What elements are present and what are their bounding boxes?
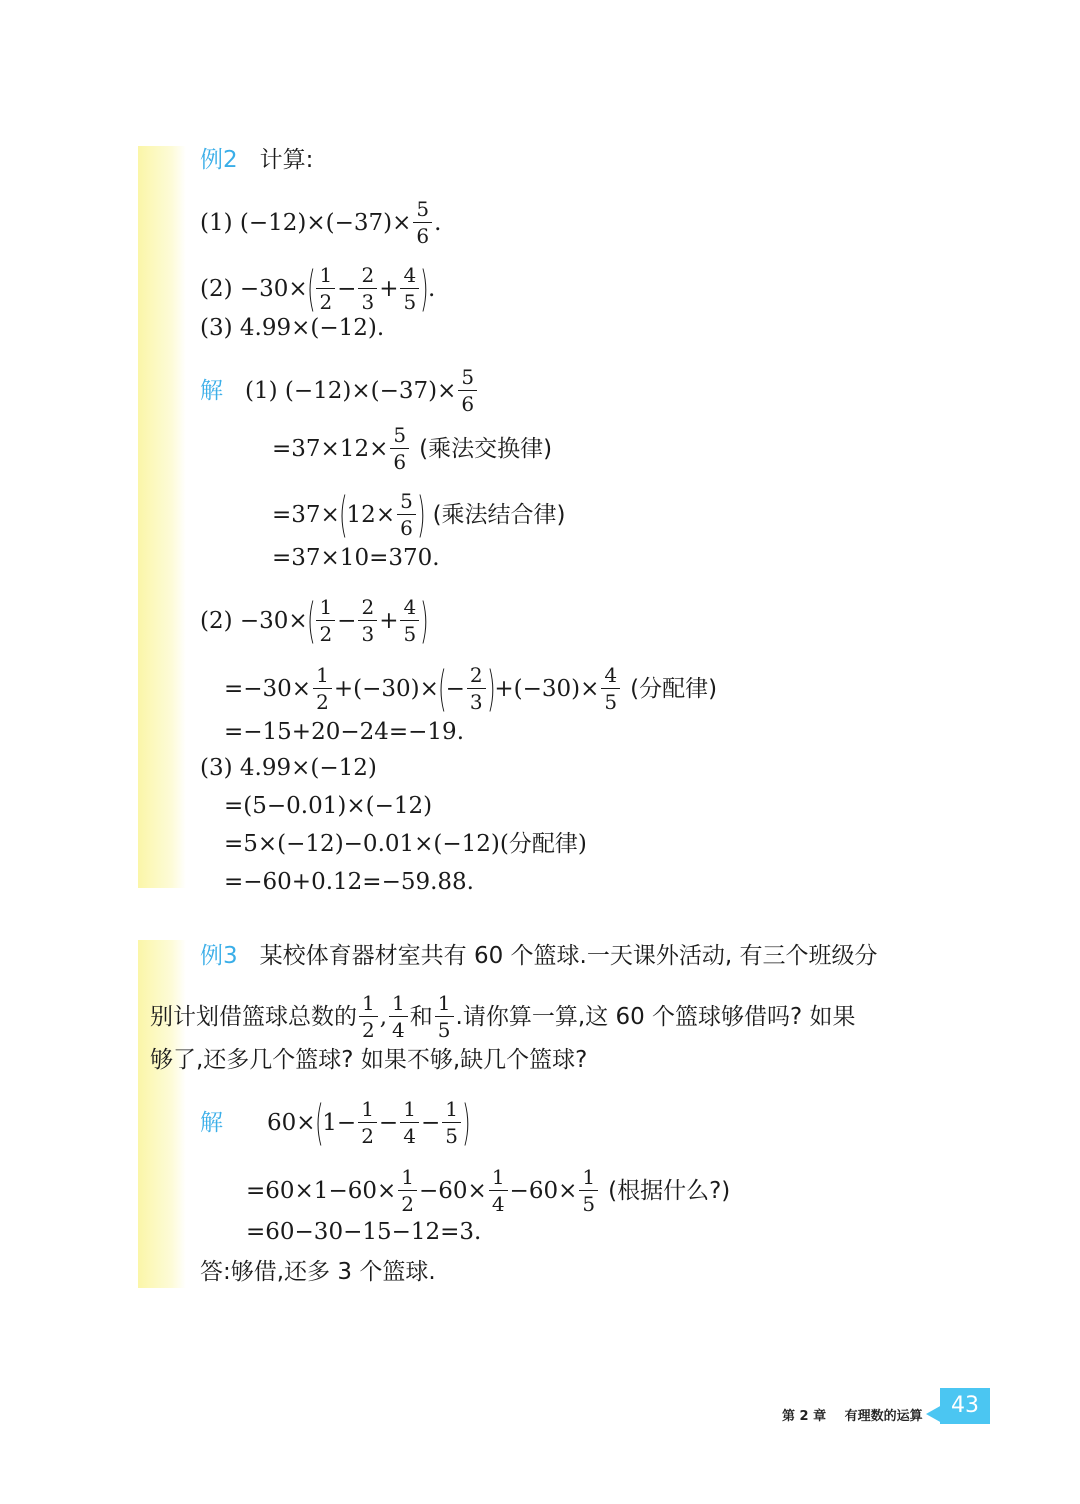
fraction: 2 3 <box>358 262 377 315</box>
ex2-sol-2a: (2) −30× ( 1 2 − 2 3 + 4 5 ) <box>200 592 429 649</box>
s1b-text: =37×12× <box>272 435 389 462</box>
q1-text: (1) (−12)×(−37)× <box>200 209 412 236</box>
ex2-sol-2b: =−30× $\frac{1}{2}$ +(−30)× ( − 2 3 ) +(−30)× $\frac{4}{5}$ (分配律) <box>224 660 718 717</box>
s1c-text: =37× <box>272 501 340 528</box>
fraction: $\frac{1}{2}$ <box>398 1164 417 1217</box>
ex2-sol-3b: =(5−0.01)×(−12) <box>224 793 433 819</box>
fraction: $\frac{4}{5}$ <box>601 662 620 715</box>
law-note: (乘法交换律) <box>419 435 553 462</box>
fraction: $\frac{5}{6}$ <box>413 196 432 249</box>
highlight-bar-ex2 <box>138 146 186 888</box>
fraction: 1 2 <box>316 594 335 647</box>
s2b-part2: +(−30)× <box>333 675 439 702</box>
ex3-answer: 答:够借,还多 3 个篮球. <box>200 1259 436 1285</box>
fraction: $\frac{1}{2}$ <box>313 662 332 715</box>
chapter-title: 有理数的运算 <box>844 1409 923 1424</box>
ex3-sol-2: =60×1−60× $\frac{1}{2}$ −60× 1 4 −60× 1 5 (根据什么?) <box>246 1165 731 1216</box>
ex2-title: 计算: <box>259 147 314 173</box>
solution-label: 解 <box>200 1109 223 1136</box>
ex3-text-2b: .请你算一算,这 60 个篮球够借吗? 如果 <box>455 1003 856 1030</box>
ex2-heading <box>200 144 313 176</box>
ex3-s2-text: =60×1−60× <box>246 1177 397 1204</box>
fraction: 1 5 <box>579 1164 598 1217</box>
solution-label: 解 <box>200 377 223 404</box>
fraction: $\frac{5}{6}$ <box>390 422 409 475</box>
fraction: 2 3 <box>467 662 486 715</box>
fraction: 1 4 <box>400 1096 419 1149</box>
reason-note: (根据什么?) <box>608 1177 731 1204</box>
law-note: (乘法结合律) <box>432 501 566 528</box>
fraction: 1 2 <box>358 1096 377 1149</box>
ex2-q2: (2) −30× ( 1 2 − 2 3 + 4 5 ) . <box>200 260 436 317</box>
ex3-label: 例3 <box>200 943 238 969</box>
fraction: 1 2 <box>316 262 335 315</box>
fraction: 4 5 <box>400 594 419 647</box>
fraction: 1 2 <box>359 990 378 1043</box>
ex3-line3 <box>150 1044 587 1076</box>
s2b-part3: +(−30)× <box>494 675 600 702</box>
ex2-sol-2c: =−15+20−24=−19. <box>224 719 465 745</box>
fraction: $\frac{5}{6}$ <box>458 364 477 417</box>
law-note: (分配律) <box>630 675 718 702</box>
ex2-sol-1a <box>200 364 479 417</box>
ex2-label: 例2 <box>200 147 238 173</box>
fraction: $\frac{5}{6}$ <box>397 488 416 541</box>
fraction: 1 5 <box>442 1096 461 1149</box>
ex3-s1-text: 60× <box>267 1109 316 1136</box>
page-number: 43 <box>940 1388 990 1424</box>
ex3-sol-1: 解 60× ( 1− 1 2 − 1 4 − 1 5 ) <box>200 1094 471 1151</box>
ex2-q3: (3) 4.99×(−12). <box>200 315 385 341</box>
ex3-text-1: 某校体育器材室共有 60 个篮球.一天课外活动, 有三个班级分 <box>259 943 878 969</box>
ex3-sol-3: =60−30−15−12=3. <box>246 1219 482 1245</box>
ex2-sol-3d: =−60+0.12=−59.88. <box>224 869 474 895</box>
ex2-sol-1d: =37×10=370. <box>272 545 440 571</box>
fraction: 1 4 <box>489 1164 508 1217</box>
ex2-sol-3c: =5×(−12)−0.01×(−12)(分配律) <box>224 831 587 857</box>
ex3-line2: 别计划借篮球总数的 1 2 , 1 4 和 1 5 .请你算一算,这 60 个篮球够借吗? 如果 <box>150 991 856 1042</box>
s1c-inner: 12× <box>346 501 396 528</box>
s2a-text: (2) −30× <box>200 607 308 634</box>
ex2-sol-1b <box>272 422 552 475</box>
s1a-text: (1) (−12)×(−37)× <box>245 377 457 404</box>
fraction: 1 5 <box>435 990 454 1043</box>
ex3-text-3: 够了,还多几个篮球? 如果不够,缺几个篮球? <box>150 1047 588 1073</box>
ex3-line1 <box>200 940 877 972</box>
s2b-part1: =−30× <box>224 675 312 702</box>
chapter-number: 第 2 章 <box>782 1409 827 1424</box>
footer-chapter <box>782 1405 923 1424</box>
q2-text: (2) −30× <box>200 275 308 302</box>
ex2-sol-1c: =37× ( 12× $\frac{5}{6}$ ) (乘法结合律) <box>272 486 566 543</box>
ex2-sol-3a: (3) 4.99×(−12) <box>200 755 377 781</box>
fraction: 1 4 <box>389 990 408 1043</box>
ex2-q1: (1) (−12)×(−37)× $\frac{5}{6}$ . <box>200 197 442 248</box>
ex3-text-2a: 别计划借篮球总数的 <box>150 1003 357 1030</box>
fraction: 2 3 <box>358 594 377 647</box>
fraction: 4 5 <box>400 262 419 315</box>
